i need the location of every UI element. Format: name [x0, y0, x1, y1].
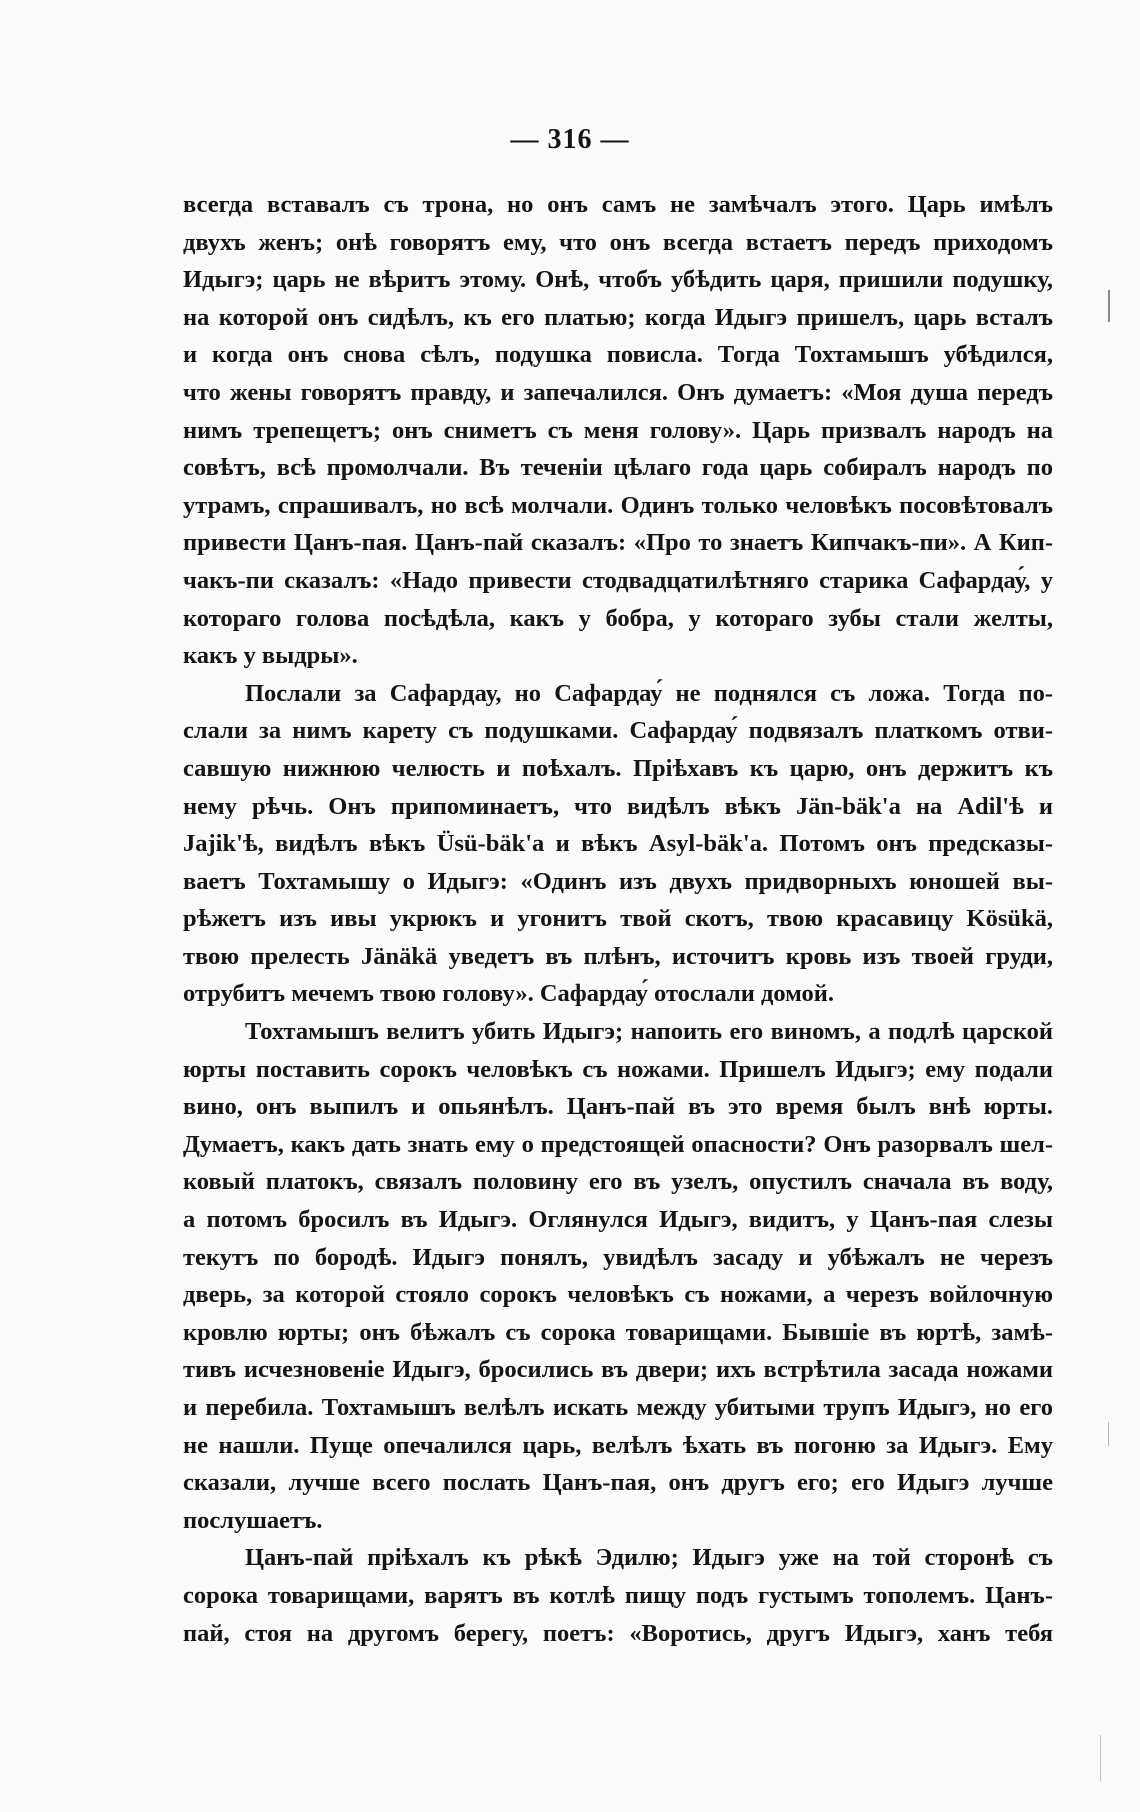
text-line: Идыгэ; царь не вѣритъ этому. Онѣ, чтобъ убѣдить царя, пришили подушку,	[183, 266, 1053, 294]
text-line: утрамъ, спрашивалъ, но всѣ молчали. Одинъ только человѣкъ посовѣтовалъ	[183, 491, 1053, 519]
text-line: отрубитъ мечемъ твою голову». Сафардау́ отослали домой.	[183, 980, 835, 1008]
text-line: твою прелесть Jänäkä уведетъ въ плѣнъ, источитъ кровь изъ твоей груди,	[183, 942, 1053, 970]
text-line: нимъ трепещетъ; онъ сниметъ съ меня голову». Царь призвалъ народъ на	[183, 416, 1053, 444]
text-line: юрты поставить сорокъ человѣкъ съ ножами. Пришелъ Идыгэ; ему подали	[183, 1055, 1053, 1083]
margin-mark	[1100, 1735, 1101, 1781]
text-line: сорока товарищами, варятъ въ котлѣ пищу подъ густымъ тополемъ. Цанъ-	[183, 1581, 1053, 1609]
text-line: рѣжетъ изъ ивы укрюкъ и угонитъ твой скотъ, твою красавицу Kösükä,	[183, 905, 1053, 933]
text-line: пай, стоя на другомъ берегу, поетъ: «Воротись, другъ Идыгэ, ханъ тебя	[183, 1619, 1053, 1647]
text-line: Думаетъ, какъ дать знать ему о предстоящей опасности? Онъ разорвалъ шел-	[183, 1130, 1053, 1158]
text-line: Цанъ-пай пріѣхалъ къ рѣкѣ Эдилю; Идыгэ уже на той сторонѣ съ	[245, 1544, 1053, 1572]
text-line: нему рѣчь. Онъ припоминаетъ, что видѣлъ вѣкъ Jän-bäk'a на Adil'ѣ и	[183, 792, 1053, 820]
text-line: совѣтъ, всѣ промолчали. Въ теченіи цѣлаго года царь собиралъ народъ по	[183, 454, 1053, 482]
text-line: и когда онъ снова сѣлъ, подушка повисла. Тогда Тохтамышъ убѣдился,	[183, 341, 1053, 369]
text-line: ваетъ Тохтамышу о Идыгэ: «Одинъ изъ двухъ придворныхъ юношей вы-	[183, 867, 1053, 895]
text-line: текутъ по бородѣ. Идыгэ понялъ, увидѣлъ засаду и убѣжалъ не черезъ	[183, 1243, 1053, 1271]
text-line: что жены говорятъ правду, и запечалился. Онъ думаетъ: «Моя душа передъ	[183, 378, 1053, 406]
text-line: привести Цанъ-пая. Цанъ-пай сказалъ: «Про то знаетъ Кипчакъ-пи». А Кип-	[183, 529, 1053, 557]
text-line: ковый платокъ, связалъ половину его въ узелъ, опустилъ сначала въ воду,	[183, 1168, 1053, 1196]
text-line: котораго голова посѣдѣла, какъ у бобра, у котораго зубы стали желты,	[183, 604, 1053, 632]
text-line: всегда вставалъ съ трона, но онъ самъ не замѣчалъ этого. Царь имѣлъ	[183, 191, 1053, 218]
text-line: кровлю юрты; онъ бѣжалъ съ сорока товарищами. Бывшіе въ юртѣ, замѣ-	[183, 1318, 1053, 1346]
text-line: на которой онъ сидѣлъ, къ его платью; когда Идыгэ пришелъ, царь всталъ	[183, 303, 1053, 331]
text-line: сказали, лучше всего послать Цанъ-пая, онъ другъ его; его Идыгэ лучше	[183, 1469, 1053, 1497]
text-line: послушаетъ.	[183, 1506, 323, 1534]
body-text	[183, 186, 1053, 1652]
text-line: слали за нимъ карету съ подушками. Сафардау́ подвязалъ платкомъ отви-	[183, 717, 1053, 745]
text-line: а потомъ бросилъ въ Идыгэ. Оглянулся Идыгэ, видитъ, у Цанъ-пая слезы	[183, 1206, 1053, 1234]
text-line: вино, онъ выпилъ и опьянѣлъ. Цанъ-пай въ это время былъ внѣ юрты.	[183, 1093, 1053, 1121]
text-line: савшую нижнюю челюсть и поѣхалъ. Пріѣхавъ къ царю, онъ держитъ къ	[183, 754, 1053, 782]
text-line: не нашли. Пуще опечалился царь, велѣлъ ѣхать въ погоню за Идыгэ. Ему	[183, 1431, 1053, 1459]
text-line: дверь, за которой стояло сорокъ человѣкъ съ ножами, а черезъ войлочную	[183, 1281, 1053, 1309]
page-number: — 316 —	[510, 124, 630, 155]
text-line: и перебила. Тохтамышъ велѣлъ искать между убитыми трупъ Идыгэ, но его	[183, 1394, 1053, 1421]
text-line: тивъ исчезновеніе Идыгэ, бросились въ двери; ихъ встрѣтила засада ножами	[183, 1356, 1053, 1384]
text-line: Jajik'ѣ, видѣлъ вѣкъ Üsü-bäk'a и вѣкъ Asyl-bäk'a. Потомъ онъ предсказы-	[183, 830, 1053, 858]
margin-mark	[1108, 290, 1110, 322]
text-line: Тохтамышъ велитъ убить Идыгэ; напоить его виномъ, а подлѣ царской	[245, 1018, 1053, 1046]
text-line: двухъ женъ; онѣ говорятъ ему, что онъ всегда встаетъ передъ приходомъ	[183, 228, 1053, 256]
margin-mark	[1108, 1422, 1109, 1446]
text-line: чакъ-пи сказалъ: «Надо привести стодвадцатилѣтняго старика Сафардау́, у	[183, 566, 1053, 594]
text-line: Послали за Сафардау, но Сафардау́ не поднялся съ ложа. Тогда по-	[245, 679, 1053, 707]
text-line: какъ у выдры».	[183, 642, 358, 670]
